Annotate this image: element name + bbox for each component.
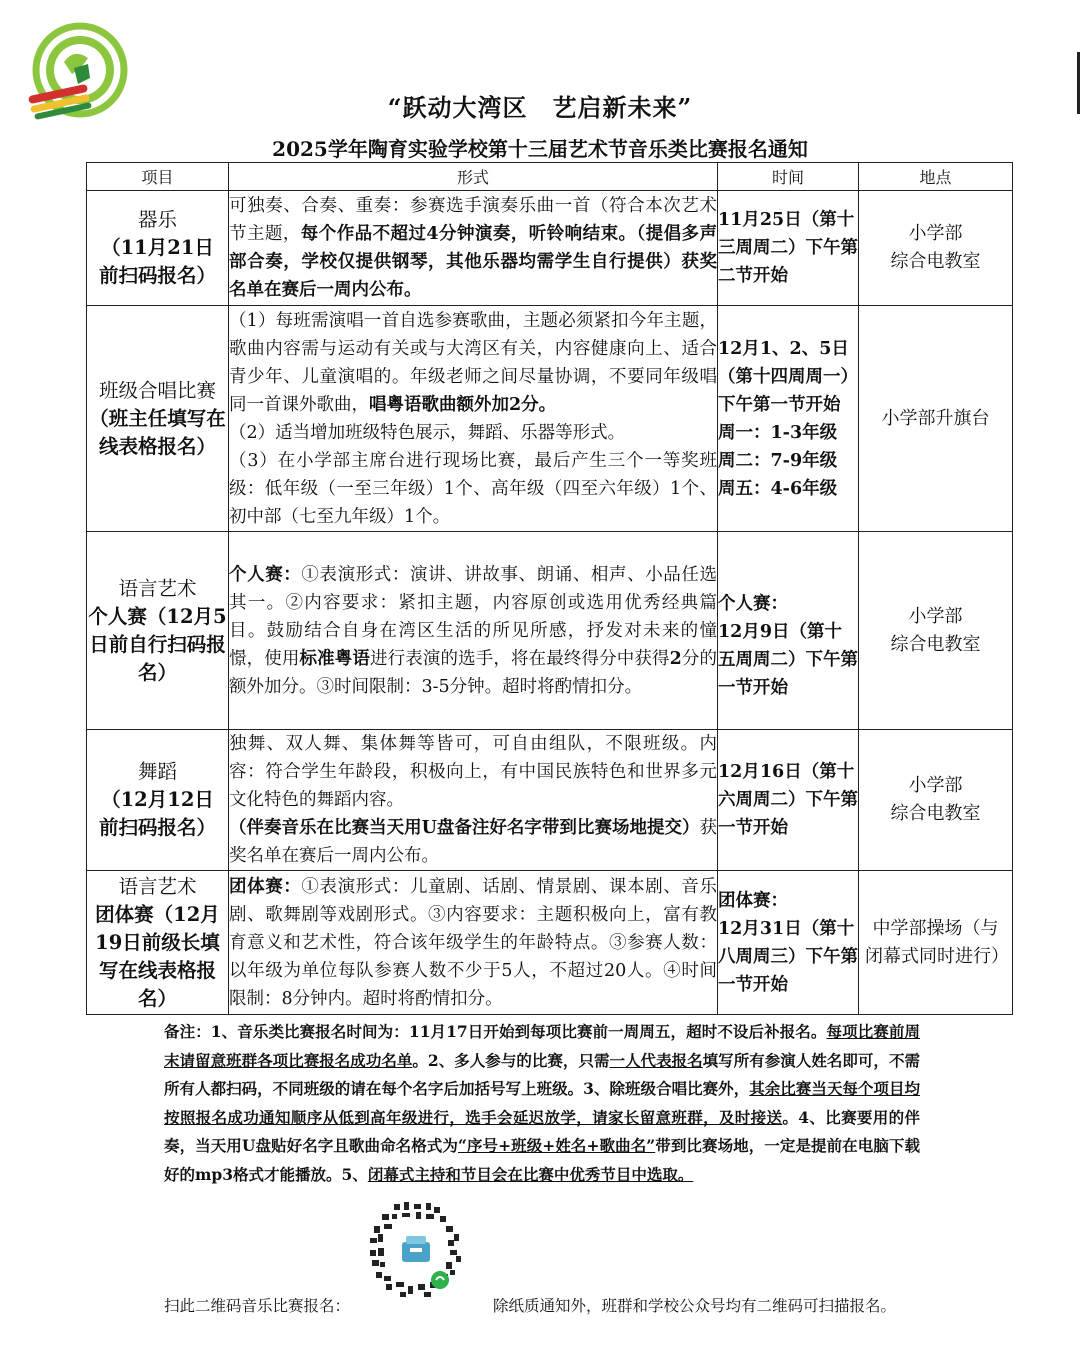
form-text: ①表演形式：演讲、讲故事、朗诵、相声、小品任选其一。②内容要求：紧扣主题，内容原创或选用优秀经典篇目。鼓励结合自身在湾区生活的所见所感，抒发对未来的憧憬，使用 xyxy=(229,564,718,669)
project-name: 语言艺术 xyxy=(118,576,197,600)
contest-table xyxy=(86,162,1013,1015)
note-text: 。2、多人参与的比赛，只需 xyxy=(412,1050,610,1070)
form-text-bold: （提倡多声部合奏，学校仅提供钢琴，其他乐器均需学生自行提供）获奖名单在赛后一周内公布。 xyxy=(229,224,718,300)
time-cell: 11月25日（第十三周周二）下午第二节开始 xyxy=(718,191,859,306)
table-header-row xyxy=(87,163,1013,191)
header-form: 形式 xyxy=(229,163,718,191)
form-cell xyxy=(229,532,718,730)
time-text: 团体赛： xyxy=(718,890,788,911)
table-row xyxy=(87,532,1013,730)
qr-note: 除纸质通知外，班群和学校公众号均有二维码可扫描报名。 xyxy=(493,1297,897,1315)
table-row xyxy=(87,871,1013,1015)
note-text: 填写所有参演人姓名即可，不需所有人都扫码，不同班级的请在每个名字后加括号写上班级。3、除班级合唱比赛外， xyxy=(164,1050,920,1099)
table-row xyxy=(87,730,1013,871)
time-text: 周二：7-9年级 xyxy=(718,450,838,471)
form-text: 进行表演的选手，将在最终得分中获得 xyxy=(370,648,670,669)
place-text: 小学部 xyxy=(908,775,963,796)
note-text: 带到比赛场地，一定是提前在电脑下载好的mp3格式才能播放。5、 xyxy=(164,1136,920,1184)
form-text: 可独奏、合奏、重奏：参赛选手演奏乐曲一首（符合本次艺术节主题， xyxy=(229,196,717,244)
form-cell xyxy=(229,306,718,532)
time-text: 周五：4-6年级 xyxy=(718,478,838,499)
note-text-underlined: 闭幕式主持和节目会在比赛中优秀节目中选取。 xyxy=(367,1164,694,1184)
form-text: 独舞、双人舞、集体舞等皆可，可自由组队，不限班级。内容：符合学生年龄段，积极向上，有中国民族特色和世界多元文化特色的舞蹈内容。 xyxy=(229,734,717,810)
form-text-bold: 个人赛： xyxy=(229,564,302,585)
place-text: 综合电教室 xyxy=(890,251,981,272)
project-deadline: （班主任填写在线表格报名） xyxy=(89,406,226,458)
qr-code-icon[interactable] xyxy=(364,1198,468,1302)
header-time: 时间 xyxy=(718,163,859,191)
time-text: 12月1、2、5日（第十四周周一）下午第一节开始 xyxy=(718,338,858,415)
project-cell xyxy=(87,306,229,532)
note-text-underlined: 每项比赛前周末请留意班群各项比赛报名成功名单 xyxy=(164,1022,920,1070)
form-text: 获奖名单在赛后一周内公布。 xyxy=(229,818,717,866)
note-text: 。4、比赛要用的伴奏，当天用U盘贴好名字且歌曲命名格式为 xyxy=(164,1107,920,1156)
form-text-bold: 标准粤语 xyxy=(299,648,370,669)
project-cell xyxy=(87,532,229,730)
form-text-bold: 2 xyxy=(669,648,682,669)
time-cell: 12月16日（第十六周周二）下午第一节开始 xyxy=(718,730,859,871)
project-name: 舞蹈 xyxy=(137,760,177,783)
page-title: 2025学年陶育实验学校第十三届艺术节音乐类比赛报名通知 xyxy=(272,137,808,161)
form-text: （3）在小学部主席台进行现场比赛，最后产生三个一等奖班级：低年级（一至三年级）1个、高年级（四至六年级）1个、初中部（七至九年级）1个。 xyxy=(229,450,717,527)
time-cell xyxy=(718,306,859,532)
place-cell xyxy=(859,191,1013,306)
place-cell xyxy=(859,730,1013,871)
project-deadline: 前扫码报名） xyxy=(98,816,216,839)
project-deadline: 个人赛（12月5日前自行扫码报名） xyxy=(88,604,227,684)
slogan: “跃动大湾区 艺启新未来” xyxy=(387,93,693,122)
place-cell xyxy=(859,532,1013,730)
form-text-bold: 团体赛： xyxy=(229,876,302,897)
form-text-bold: 唱粤语歌曲额外加2分。 xyxy=(369,394,557,415)
note-text-underlined: 其余比赛当天每个项目均按照报名成功通知顺序从低到高年级进行，选手会延迟放学，请家长留意班群，及时接送 xyxy=(164,1079,920,1127)
form-cell xyxy=(229,191,718,306)
form-text-bold: 每个作品不超过4分钟演奏，听铃响结束。 xyxy=(300,224,637,244)
form-text: （1）每班需演唱一首自选参赛歌曲，主题必须紧扣今年主题，歌曲内容需与运动有关或与大湾区有关，内容健康向上、适合青少年、儿童演唱的。年级老师之间尽量协调，不要同年级唱同一首课外歌曲， xyxy=(229,310,717,415)
project-deadline: （11月21日 xyxy=(101,236,214,259)
place-text: 综合电教室 xyxy=(890,803,981,824)
form-text: ①表演形式：儿童剧、话剧、情景剧、课本剧、音乐剧、歌舞剧等戏剧形式。③内容要求：主题积极向上，富有教育意义和艺术性，符合该年级学生的年龄特点。③参赛人数：以年级为单位每队参赛人数不少于5人，不超过20人。④时间限制：8分钟内。超时将酌情扣分。 xyxy=(229,876,718,1009)
header-place: 地点 xyxy=(859,163,1013,191)
time-text: 12月9日（第十五周周二）下午第一节开始 xyxy=(718,621,858,698)
time-cell xyxy=(718,532,859,730)
form-text-bold: （伴奏音乐在比赛当天用U盘备注好名字带到比赛场地提交） xyxy=(229,818,700,838)
note-text-underlined: 一人代表报名 xyxy=(609,1050,703,1070)
project-name: 语言艺术 xyxy=(118,874,197,898)
project-name: 器乐 xyxy=(137,208,177,231)
time-text: 个人赛： xyxy=(718,593,788,614)
place-text: 小学部 xyxy=(908,605,963,627)
place-text: 小学部 xyxy=(908,223,963,244)
note-text: 备注：1、音乐类比赛报名时间为：11月17日开始到每项比赛前一周周五，超时不设后补报名。 xyxy=(164,1022,827,1041)
project-cell xyxy=(87,730,229,871)
note-text-underlined: “序号+班级+姓名+歌曲名” xyxy=(457,1136,656,1156)
project-cell xyxy=(87,871,229,1015)
qr-label: 扫此二维码音乐比赛报名： xyxy=(164,1297,351,1315)
project-deadline: 团体赛（12月19日前级长填写在线表格报名） xyxy=(95,902,220,1010)
project-name: 班级合唱比赛 xyxy=(98,378,216,402)
place-cell: 小学部升旗台 xyxy=(859,306,1013,532)
time-text: 周一：1-3年级 xyxy=(718,422,838,443)
project-deadline: 前扫码报名） xyxy=(98,264,216,287)
notes xyxy=(164,1018,920,1190)
table-row xyxy=(87,306,1013,532)
header-project: 项目 xyxy=(87,163,229,191)
time-text: 12月31日（第十八周周三）下午第一节开始 xyxy=(718,918,858,995)
place-text: 综合电教室 xyxy=(890,633,981,655)
place-cell: 中学部操场（与闭幕式同时进行） xyxy=(859,871,1013,1015)
time-cell xyxy=(718,871,859,1015)
table-row xyxy=(87,191,1013,306)
project-cell xyxy=(87,191,229,306)
form-text: 分的额外加分。③时间限制：3-5分钟。超时将酌情扣分。 xyxy=(229,648,718,697)
form-text: （2）适当增加班级特色展示，舞蹈、乐器等形式。 xyxy=(229,422,626,443)
form-cell xyxy=(229,730,718,871)
project-deadline: （12月12日 xyxy=(101,788,214,811)
form-cell xyxy=(229,871,718,1015)
